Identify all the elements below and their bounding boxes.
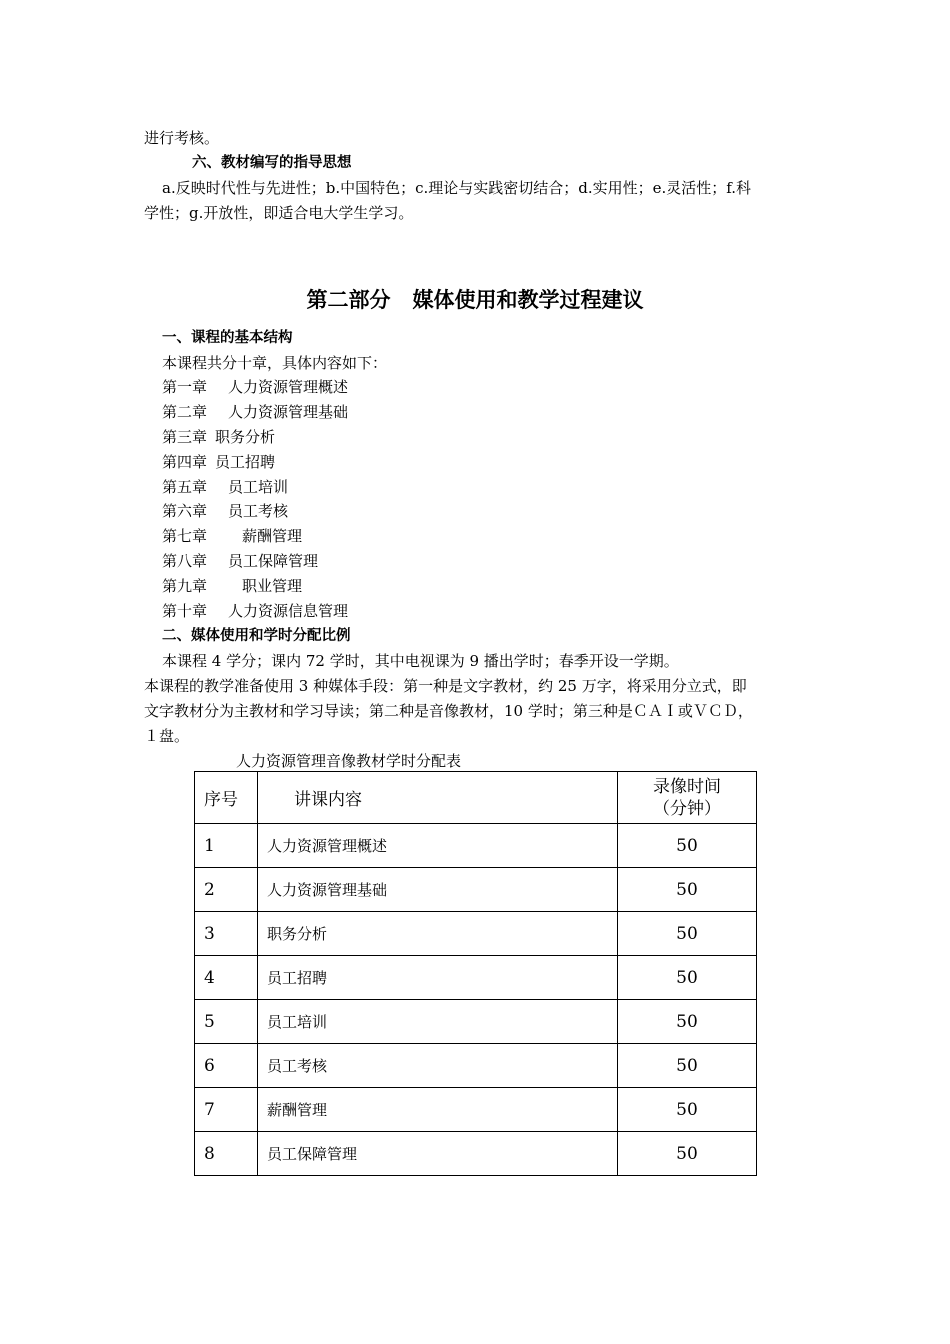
chapter-number: 第四章 bbox=[162, 453, 208, 471]
header-time-line1: 录像时间 bbox=[653, 776, 721, 797]
chapter-item bbox=[162, 377, 348, 397]
media-line-1: 本课程 4 学分；课内 72 学时，其中电视课为 9 播出学时；春季开设一学期。 bbox=[162, 652, 679, 670]
row-content: 员工培训 bbox=[258, 1000, 618, 1044]
row-content: 薪酬管理 bbox=[258, 1088, 618, 1132]
row-content: 员工保障管理 bbox=[258, 1132, 618, 1176]
row-content: 员工招聘 bbox=[258, 956, 618, 1000]
table-row bbox=[195, 1000, 757, 1044]
chapter-number: 第二章 bbox=[162, 403, 208, 421]
media-line-3: 文字教材分为主教材和学习导读；第二种是音像教材，10 学时；第三种是ＣＡＩ或ＶＣＤ， bbox=[144, 702, 753, 720]
header-time bbox=[618, 772, 757, 824]
row-minutes: 50 bbox=[618, 1088, 757, 1132]
part2-title bbox=[0, 286, 950, 314]
chapter-number: 第七章 bbox=[162, 527, 208, 545]
chapter-name: 职业管理 bbox=[242, 577, 303, 595]
header-content: 讲课内容 bbox=[258, 772, 618, 824]
chapter-number: 第三章 bbox=[162, 428, 208, 446]
row-no: 4 bbox=[195, 956, 258, 1000]
row-no: 1 bbox=[195, 824, 258, 868]
table-row bbox=[195, 912, 757, 956]
row-content: 员工考核 bbox=[258, 1044, 618, 1088]
chapter-number: 第八章 bbox=[162, 552, 208, 570]
chapter-number: 第九章 bbox=[162, 577, 208, 595]
header-time-line2: （分钟） bbox=[653, 798, 721, 819]
chapter-number: 第一章 bbox=[162, 378, 208, 396]
table-row bbox=[195, 1088, 757, 1132]
table-row bbox=[195, 1132, 757, 1176]
row-minutes: 50 bbox=[618, 1044, 757, 1088]
row-no: 2 bbox=[195, 868, 258, 912]
media-line-2: 本课程的教学准备使用 3 种媒体手段：第一种是文字教材，约 25 万字，将采用分立式，即 bbox=[144, 677, 747, 695]
table-row bbox=[195, 1044, 757, 1088]
row-minutes: 50 bbox=[618, 956, 757, 1000]
chapter-number: 第六章 bbox=[162, 502, 208, 520]
chapter-name: 员工保障管理 bbox=[228, 552, 319, 570]
row-no: 8 bbox=[195, 1132, 258, 1176]
row-no: 6 bbox=[195, 1044, 258, 1088]
table-row bbox=[195, 868, 757, 912]
chapter-item bbox=[162, 402, 348, 422]
table-header-row bbox=[195, 772, 757, 824]
row-no: 7 bbox=[195, 1088, 258, 1132]
header-no: 序号 bbox=[195, 772, 258, 824]
table-caption: 人力资源管理音像教材学时分配表 bbox=[236, 752, 462, 770]
chapter-number: 第十章 bbox=[162, 602, 208, 620]
assess-line: 进行考核。 bbox=[144, 129, 220, 147]
part2-name: 媒体使用和教学过程建议 bbox=[412, 288, 644, 312]
row-minutes: 50 bbox=[618, 1000, 757, 1044]
chapter-item bbox=[162, 427, 275, 447]
structure-intro: 本课程共分十章，具体内容如下： bbox=[162, 354, 388, 372]
row-no: 5 bbox=[195, 1000, 258, 1044]
row-content: 职务分析 bbox=[258, 912, 618, 956]
chapter-name: 员工培训 bbox=[228, 478, 289, 496]
principles-line-1: a.反映时代性与先进性；b.中国特色；c.理论与实践密切结合；d.实用性；e.灵活性；f.科 bbox=[162, 179, 752, 197]
heading-media-allocation: 二、媒体使用和学时分配比例 bbox=[162, 628, 351, 644]
part2-label: 第二部分 bbox=[306, 288, 391, 312]
allocation-table bbox=[194, 771, 757, 1176]
row-content: 人力资源管理概述 bbox=[258, 824, 618, 868]
row-minutes: 50 bbox=[618, 868, 757, 912]
table-row bbox=[195, 824, 757, 868]
heading-course-structure: 一、课程的基本结构 bbox=[162, 330, 293, 346]
chapter-item bbox=[162, 576, 302, 596]
chapter-name: 人力资源信息管理 bbox=[228, 602, 349, 620]
chapter-number: 第五章 bbox=[162, 478, 208, 496]
principles-line-2: 学性；g.开放性，即适合电大学生学习。 bbox=[144, 204, 414, 222]
chapter-item bbox=[162, 601, 348, 621]
chapter-item bbox=[162, 501, 288, 521]
chapter-item bbox=[162, 526, 302, 546]
row-no: 3 bbox=[195, 912, 258, 956]
chapter-name: 人力资源管理基础 bbox=[228, 403, 349, 421]
chapter-name: 职务分析 bbox=[215, 428, 276, 446]
table-row bbox=[195, 956, 757, 1000]
chapter-name: 人力资源管理概述 bbox=[228, 378, 349, 396]
media-line-4: １盘。 bbox=[144, 727, 190, 745]
row-content: 人力资源管理基础 bbox=[258, 868, 618, 912]
chapter-item bbox=[162, 452, 275, 472]
heading-guiding-principles: 六、教材编写的指导思想 bbox=[192, 155, 352, 171]
chapter-item bbox=[162, 477, 288, 497]
chapter-name: 员工招聘 bbox=[215, 453, 276, 471]
chapter-name: 员工考核 bbox=[228, 502, 289, 520]
chapter-item bbox=[162, 551, 318, 571]
row-minutes: 50 bbox=[618, 824, 757, 868]
row-minutes: 50 bbox=[618, 912, 757, 956]
row-minutes: 50 bbox=[618, 1132, 757, 1176]
chapter-name: 薪酬管理 bbox=[242, 527, 303, 545]
